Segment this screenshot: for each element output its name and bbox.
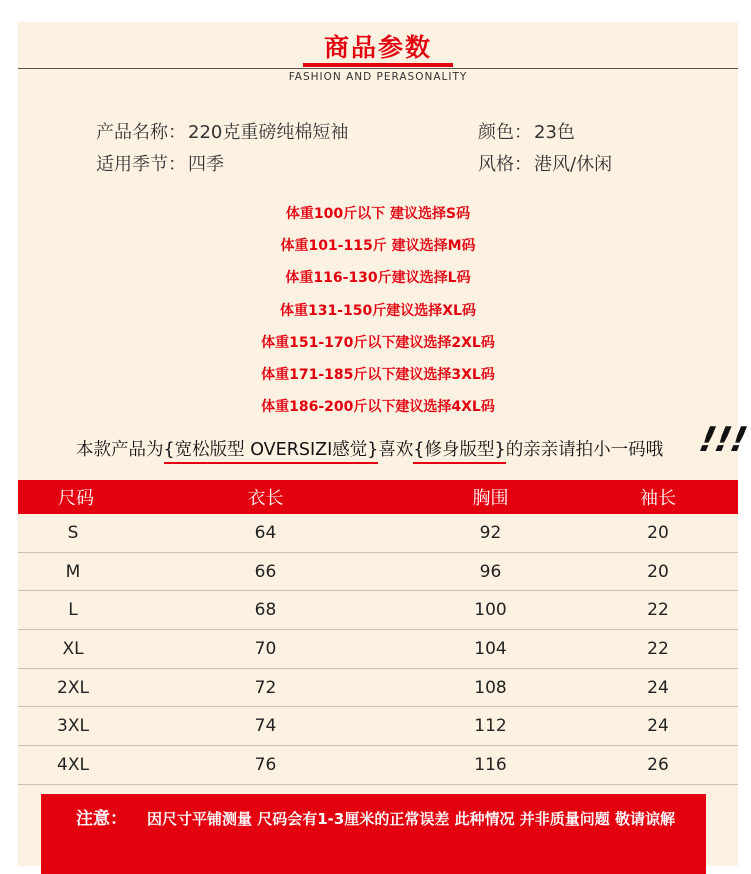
- size-advice-item: 体重151-170斤以下建议选择2XL码: [261, 334, 495, 351]
- title-underline: [303, 63, 453, 67]
- size-advice-item: 体重186-200斤以下建议选择4XL码: [261, 399, 495, 416]
- cell-chest: 112: [474, 716, 507, 737]
- cell-length: 70: [254, 638, 277, 659]
- table-row: [18, 746, 738, 785]
- size-advice-list: [18, 198, 738, 423]
- size-advice-item: 体重171-185斤以下建议选择3XL码: [261, 366, 495, 383]
- cell-size: S: [67, 522, 79, 543]
- cell-chest: 104: [474, 638, 507, 659]
- cell-length: 74: [254, 716, 277, 737]
- cell-size: XL: [62, 638, 84, 659]
- table-row: [18, 514, 738, 553]
- cell-size: 4XL: [57, 754, 89, 775]
- measurement-note-label: 注意：: [76, 809, 127, 829]
- header-length: 衣长: [247, 488, 284, 509]
- table-row: [18, 707, 738, 746]
- cell-length: 66: [254, 561, 277, 582]
- fit-notice-text: 的亲亲请拍小一码哦: [505, 440, 664, 460]
- cell-length: 76: [254, 754, 277, 775]
- cell-size: M: [65, 561, 81, 582]
- header-chest: 胸围: [472, 488, 509, 509]
- header-sleeve: 袖长: [640, 488, 676, 509]
- title-divider: [18, 68, 738, 69]
- table-row: [18, 669, 738, 708]
- size-advice-item: 体重100斤以下 建议选择S码: [285, 206, 471, 222]
- page-subtitle: FASHION AND PERASONALITY: [288, 71, 468, 83]
- fit-notice-loose: {宽松版型 OVERSIZI感觉}: [164, 440, 379, 464]
- table-row: [18, 630, 738, 669]
- product-name-value: 220克重磅纯棉短袖: [188, 122, 349, 143]
- product-name-row: [96, 118, 348, 144]
- cell-size: 2XL: [57, 677, 89, 698]
- exclamation-marks: !!!: [695, 420, 751, 460]
- product-spec-panel: [18, 22, 751, 866]
- color-value: 23色: [534, 122, 575, 143]
- cell-length: 64: [254, 522, 277, 543]
- cell-sleeve: 22: [647, 638, 669, 659]
- cell-chest: 100: [474, 600, 507, 621]
- header-size: 尺码: [58, 488, 94, 509]
- cell-sleeve: 24: [647, 677, 669, 698]
- fit-notice-slim: {修身版型}: [413, 440, 505, 464]
- cell-chest: 92: [479, 522, 502, 543]
- style-value: 港风/休闲: [534, 154, 613, 175]
- page-title: 商品参数: [323, 33, 432, 62]
- fit-notice: [76, 436, 663, 461]
- fit-notice-text: 本款产品为: [76, 440, 164, 460]
- cell-size: L: [68, 600, 78, 621]
- size-table: [18, 480, 738, 785]
- table-row: [18, 591, 738, 630]
- style-row: [478, 150, 612, 176]
- cell-chest: 96: [479, 561, 502, 582]
- measurement-note-text: 因尺寸平铺测量 尺码会有1-3厘米的正常误差 此种情况 并非质量问题 敬请谅解: [147, 810, 675, 828]
- season-row: [96, 150, 224, 176]
- measurement-note: [41, 794, 706, 874]
- cell-sleeve: 20: [647, 522, 669, 543]
- cell-length: 72: [254, 677, 277, 698]
- size-advice-item: 体重131-150斤建议选择XL码: [280, 302, 476, 319]
- product-name-label: 产品名称：: [96, 122, 186, 143]
- size-advice-item: 体重116-130斤建议选择L码: [285, 270, 471, 287]
- cell-sleeve: 20: [647, 561, 669, 582]
- fit-notice-text: 喜欢: [378, 440, 414, 460]
- cell-sleeve: 26: [647, 754, 669, 775]
- size-advice-item: 体重101-115斤 建议选择M码: [280, 238, 476, 255]
- cell-sleeve: 22: [647, 600, 669, 621]
- size-table-header: [18, 480, 738, 514]
- table-row: [18, 553, 738, 592]
- cell-chest: 116: [474, 754, 507, 775]
- style-label: 风格：: [478, 154, 532, 175]
- cell-size: 3XL: [57, 716, 89, 737]
- color-row: [478, 118, 575, 144]
- color-label: 颜色：: [478, 122, 532, 143]
- cell-sleeve: 24: [647, 716, 669, 737]
- cell-length: 68: [254, 600, 277, 621]
- season-value: 四季: [188, 154, 224, 175]
- cell-chest: 108: [474, 677, 507, 698]
- season-label: 适用季节：: [96, 154, 186, 175]
